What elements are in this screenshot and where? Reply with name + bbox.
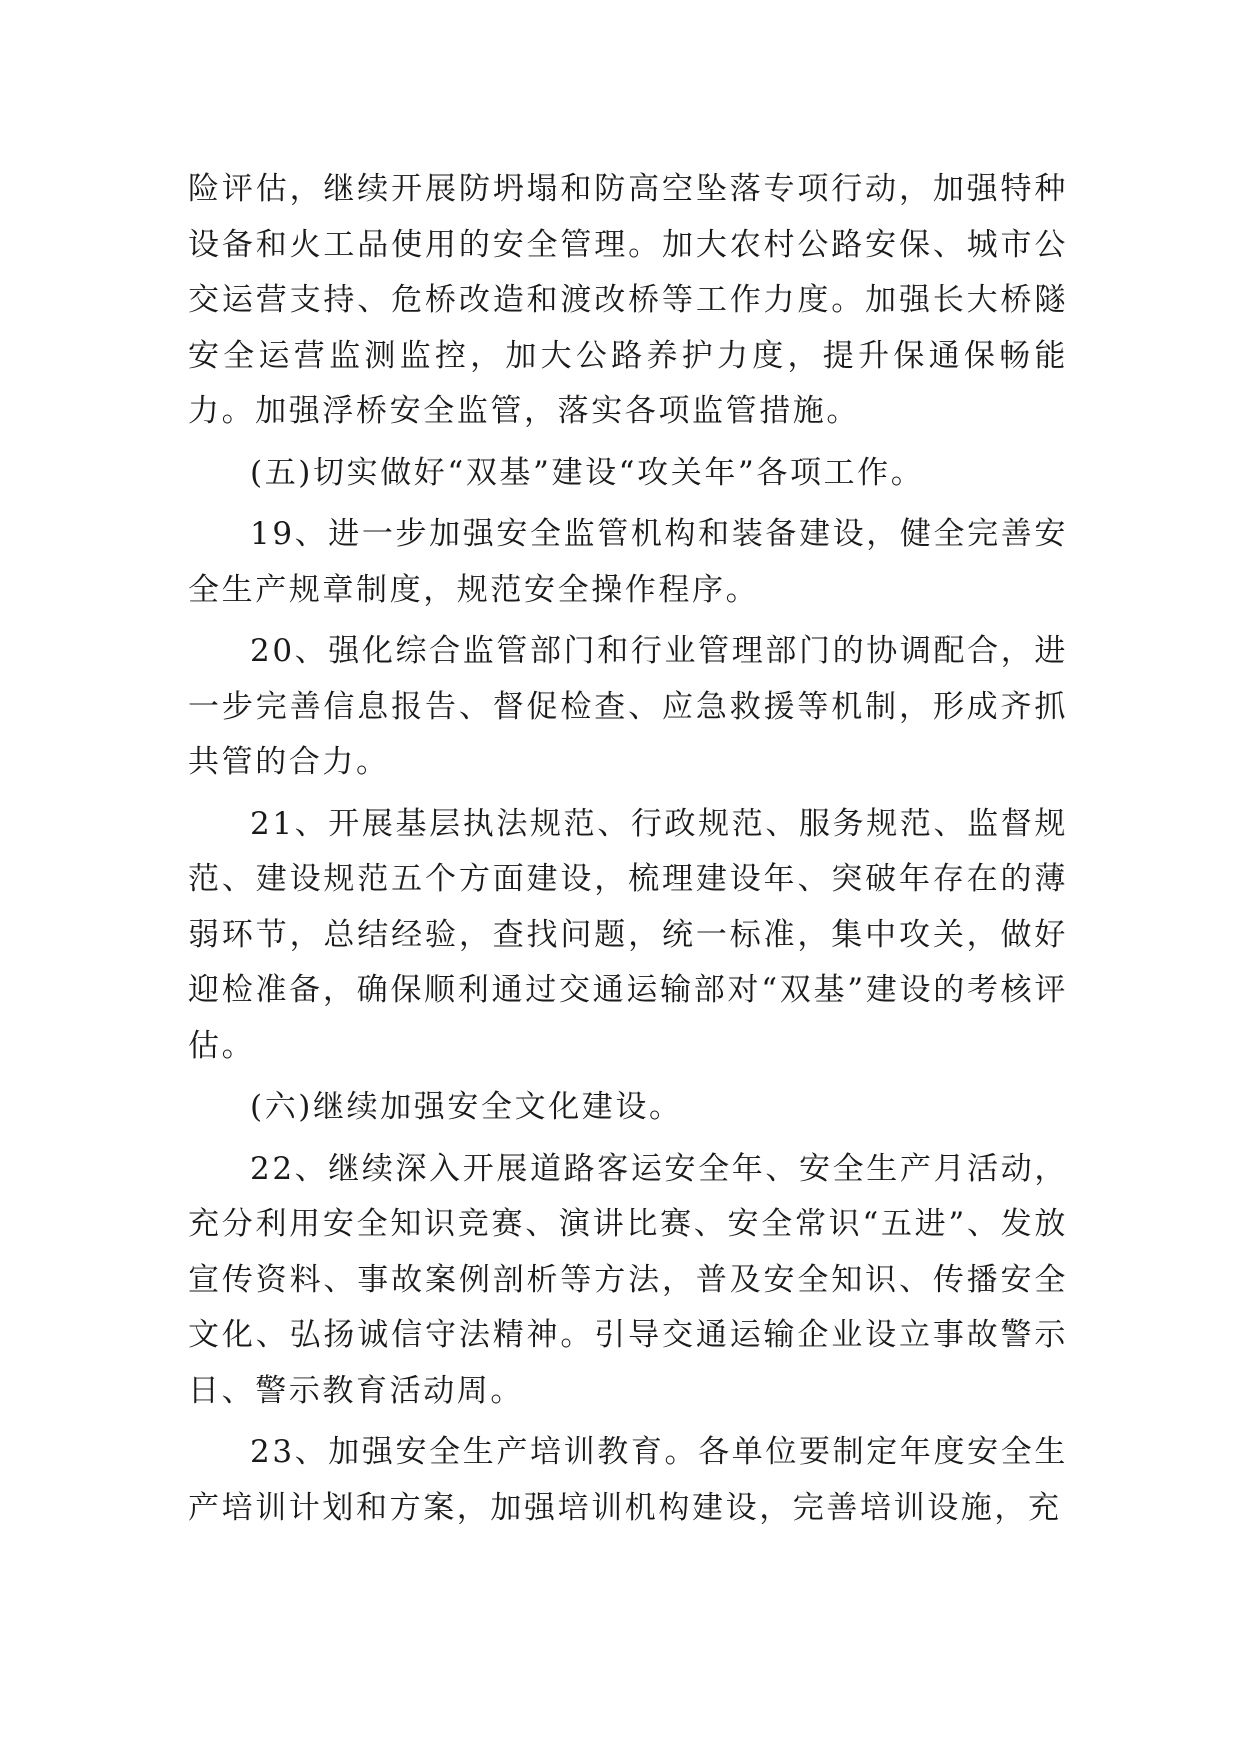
document-body: [188, 162, 1068, 1542]
section-heading-5: (五)切实做好“双基”建设“攻关年”各项工作。: [250, 454, 925, 491]
paragraph-item-22: 22、继续深入开展道路客运安全年、安全生产月活动，充分利用安全知识竞赛、演讲比赛、安全常识“五进”、发放宣传资料、事故案例剖析等方法，普及安全知识、传播安全文化、弘扬诚信守法精神。引导交通运输企业设立事故警示日、警示教育活动周。: [188, 1150, 1068, 1409]
section-heading-6: (六)继续加强安全文化建设。: [250, 1089, 683, 1125]
paragraph-item-21: 21、开展基层执法规范、行政规范、服务规范、监督规范、建设规范五个方面建设，梳理建设年、突破年存在的薄弱环节，总结经验，查找问题，统一标准，集中攻关，做好迎检准备，确保顺利通过交通运输部对“双基”建设的考核评估。: [188, 805, 1068, 1064]
paragraph-item-20: 20、强化综合监管部门和行业管理部门的协调配合，进一步完善信息报告、督促检查、应急救援等机制，形成齐抓共管的合力。: [188, 633, 1068, 780]
paragraph-item-23: 23、加强安全生产培训教育。各单位要制定年度安全生产培训计划和方案，加强培训机构建设，完善培训设施，充: [188, 1434, 1068, 1526]
paragraph-item-19: 19、进一步加强安全监管机构和装备建设，健全完善安全生产规章制度，规范安全操作程序。: [188, 516, 1068, 608]
paragraph-continued: 险评估，继续开展防坍塌和防高空坠落专项行动，加强特种设备和火工品使用的安全管理。加大农村公路安保、城市公交运营支持、危桥改造和渡改桥等工作力度。加强长大桥隧安全运营监测监控，加大公路养护力度，提升保通保畅能力。加强浮桥安全监管，落实各项监管措施。: [188, 171, 1068, 429]
